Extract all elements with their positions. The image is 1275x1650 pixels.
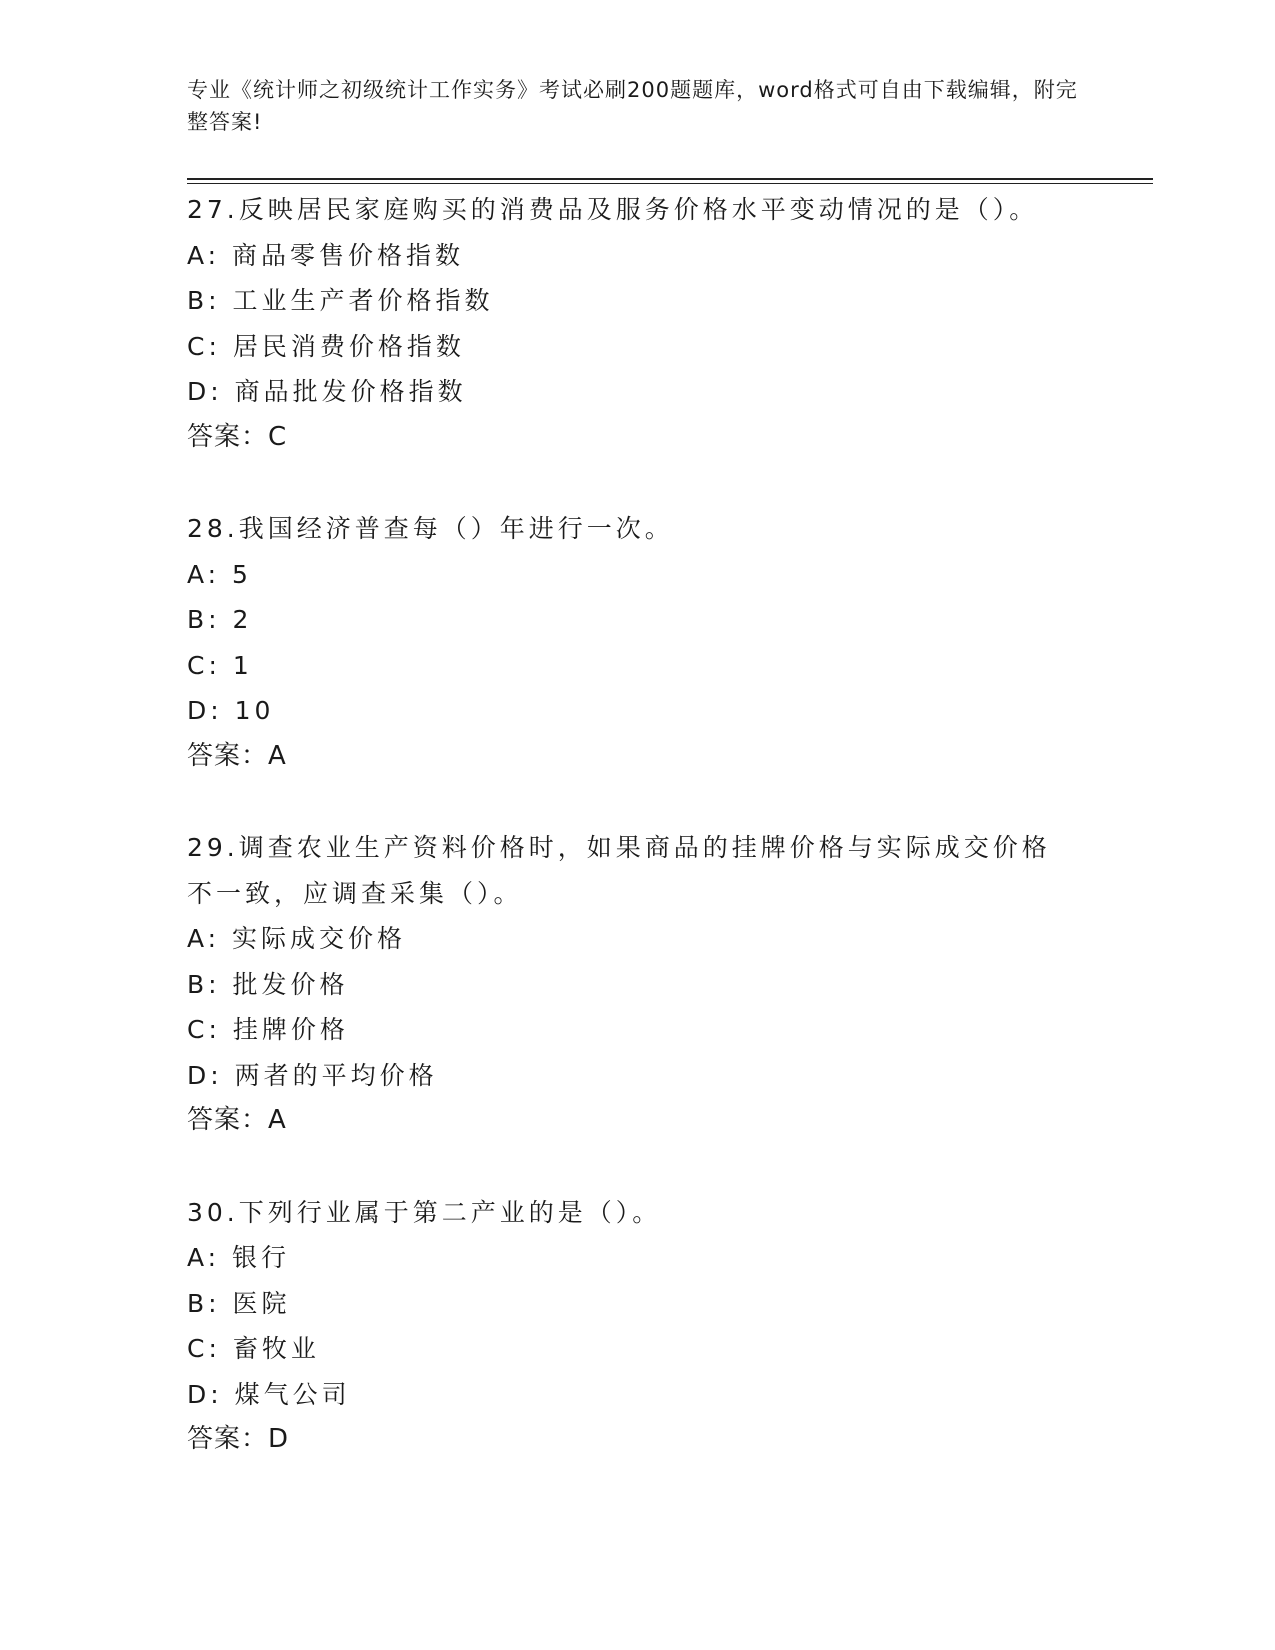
question-stem: 30.下列行业属于第二产业的是（）。	[187, 1197, 662, 1227]
option-c: C: 居民消费价格指数	[187, 331, 465, 361]
question-stem: 29.调查农业生产资料价格时，如果商品的挂牌价格与实际成交价格不一致，应调查采集（）。	[187, 833, 1051, 908]
option-d: D: 10	[187, 696, 275, 725]
option-d: D: 煤气公司	[187, 1379, 351, 1409]
header-rule-thin	[187, 183, 1153, 184]
option-b: B: 2	[187, 605, 253, 634]
option-b: B: 医院	[187, 1288, 291, 1318]
option-a: A: 银行	[187, 1243, 291, 1272]
answer-line: 答案：A	[187, 1105, 287, 1135]
question-stem: 27.反映居民家庭购买的消费品及服务价格水平变动情况的是（）。	[187, 195, 1039, 224]
option-b: B: 工业生产者价格指数	[187, 286, 494, 315]
answer-line: 答案：A	[187, 740, 287, 771]
answer-line: 答案：C	[187, 421, 288, 452]
option-a: A: 实际成交价格	[187, 924, 407, 953]
question-list	[187, 187, 1087, 1463]
header-rule-thick	[187, 178, 1153, 180]
option-a: A: 商品零售价格指数	[187, 240, 465, 270]
option-c: C: 挂牌价格	[187, 1015, 349, 1044]
question-30	[187, 1190, 1087, 1463]
document-header: 专业《统计师之初级统计工作实务》考试必刷200题题库，word格式可自由下载编辑，附完整答案!	[187, 78, 1078, 134]
answer-line: 答案：D	[187, 1424, 290, 1454]
option-d: D: 两者的平均价格	[187, 1060, 438, 1090]
option-b: B: 批发价格	[187, 969, 349, 999]
question-29	[187, 825, 1087, 1144]
option-d: D: 商品批发价格指数	[187, 377, 467, 406]
question-28	[187, 506, 1087, 779]
question-stem: 28.我国经济普查每（）年进行一次。	[187, 514, 674, 543]
question-27	[187, 187, 1087, 460]
option-c: C: 畜牧业	[187, 1334, 320, 1363]
option-c: C: 1	[187, 650, 253, 680]
option-a: A: 5	[187, 559, 252, 589]
